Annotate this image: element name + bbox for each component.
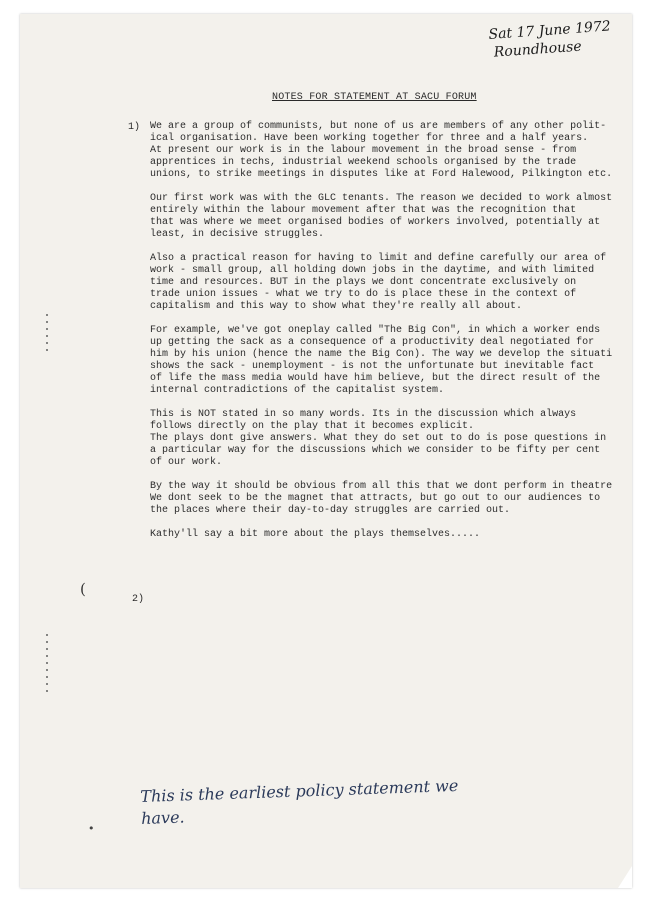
text-line: him by his union (hence the name the Big Con). The way we develop the situati	[150, 349, 613, 360]
section-1-body	[150, 121, 650, 553]
text-line: internal contradictions of the capitalist system.	[150, 385, 445, 396]
paragraph	[150, 409, 650, 469]
text-line: the places where their day-to-day struggles are carried out.	[150, 505, 511, 516]
paragraph	[150, 481, 650, 517]
paragraph	[150, 253, 650, 313]
text-line: Also a practical reason for having to limit and define carefully our area of	[150, 253, 607, 264]
handwritten-annotation	[140, 770, 611, 830]
text-line: unions, to strike meetings in disputes like at Ford Halewood, Pilkington etc.	[150, 169, 613, 180]
handwritten-annotation-line-1: This is the earliest policy statement we	[140, 775, 459, 806]
paragraph	[150, 325, 650, 397]
paragraph	[150, 529, 650, 541]
margin-speckle	[46, 314, 48, 354]
text-line: of life the mass media would have him believe, but the direct result of the	[150, 373, 601, 384]
text-line: Our first work was with the GLC tenants. The reason we decided to work almost	[150, 193, 613, 204]
margin-pencil-mark: (	[80, 580, 86, 598]
text-line: Kathy'll say a bit more about the plays themselves.....	[150, 529, 481, 540]
folded-corner	[618, 866, 632, 888]
text-line: We are a group of communists, but none of us are members of any other polit-	[150, 121, 607, 132]
handwritten-date: Sat 17 June 1972	[488, 18, 612, 43]
handwritten-date-note	[488, 15, 650, 62]
text-line: a particular way for the discussions which we consider to be fifty per cent	[150, 445, 601, 456]
handwritten-annotation-line-2: have.	[140, 807, 185, 828]
section-1-number: 1)	[128, 122, 141, 133]
handwritten-venue: Roundhouse	[493, 38, 583, 61]
text-line: For example, we've got oneplay called "The Big Con", in which a worker ends	[150, 325, 601, 336]
document-title: NOTES FOR STATEMENT AT SACU FORUM	[272, 92, 477, 103]
text-line: work - small group, all holding down jobs in the daytime, and with limited	[150, 265, 595, 276]
paragraph	[150, 193, 650, 241]
section-2-number: 2)	[132, 594, 145, 605]
text-line: follows directly on the play that it becomes explicit.	[150, 421, 475, 432]
text-line: entirely within the labour movement after that was the recognition that	[150, 205, 577, 216]
text-line: apprentices in techs, industrial weekend schools organised by the trade	[150, 157, 577, 168]
text-line: trade union issues - what we try to do is place these in the context of	[150, 289, 577, 300]
paragraph	[150, 121, 650, 181]
margin-speckle	[46, 634, 48, 694]
text-line: This is NOT stated in so many words. Its in the discussion which always	[150, 409, 577, 420]
text-line: time and resources. BUT in the plays we dont concentrate exclusively on	[150, 277, 577, 288]
text-line: We dont seek to be the magnet that attracts, but go out to our audiences to	[150, 493, 601, 504]
margin-tick-mark: •	[88, 822, 95, 835]
text-line: shows the sack - unemployment - is not the unfortunate but inevitable fact	[150, 361, 595, 372]
text-line: By the way it should be obvious from all this that we dont perform in theatre	[150, 481, 613, 492]
text-line: of our work.	[150, 457, 223, 468]
text-line: that was where we meet organised bodies of workers involved, potentially at	[150, 217, 601, 228]
document-page	[20, 14, 632, 888]
text-line: At present our work is in the labour movement in the broad sense - from	[150, 145, 577, 156]
text-line: ical organisation. Have been working together for three and a half years.	[150, 133, 589, 144]
text-line: up getting the sack as a consequence of a productivity deal negotiated for	[150, 337, 595, 348]
text-line: least, in decisive struggles.	[150, 229, 325, 240]
text-line: The plays dont give answers. What they do set out to do is pose questions in	[150, 433, 607, 444]
text-line: capitalism and this way to show what they're really all about.	[150, 301, 523, 312]
